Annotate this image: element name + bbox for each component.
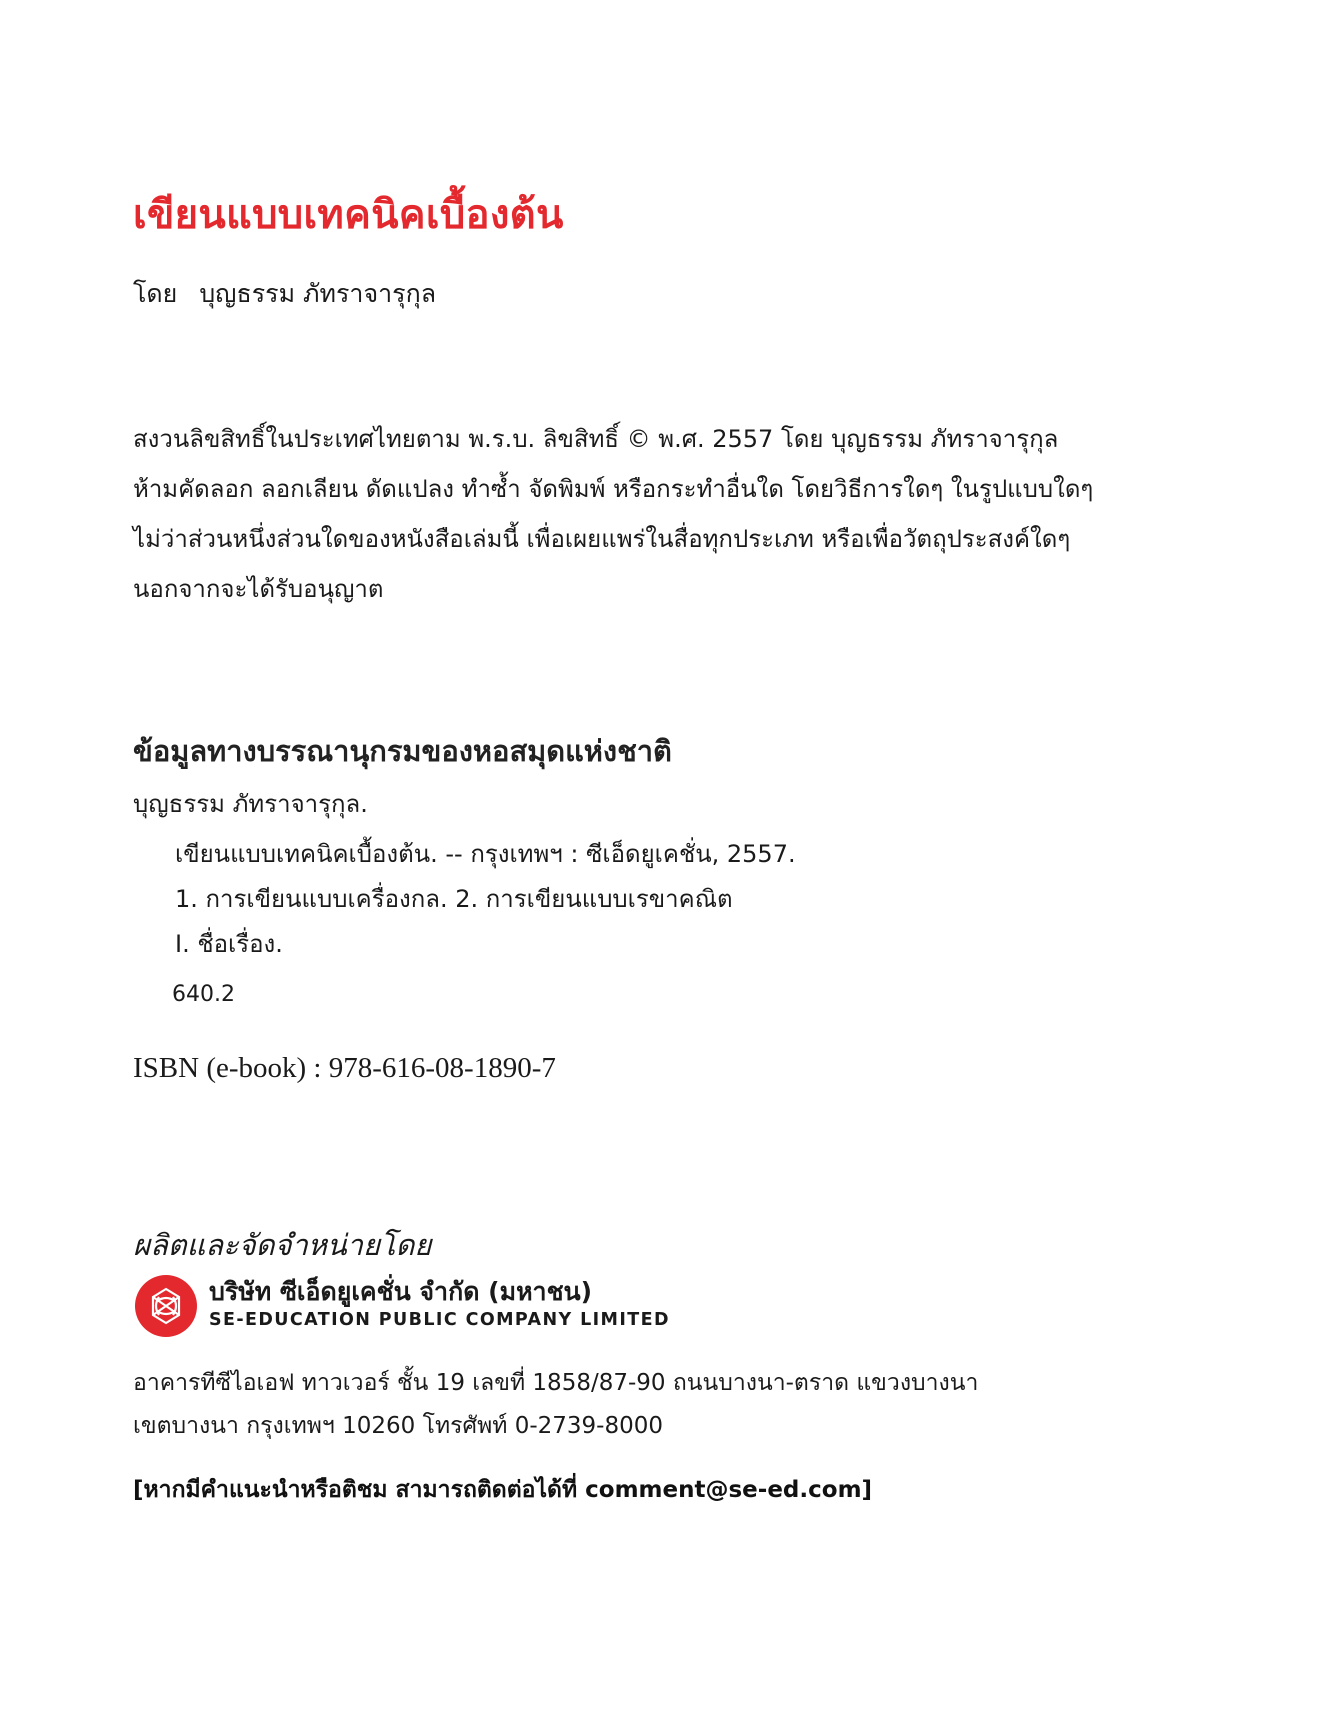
se-ed-logo-icon [135, 1275, 197, 1337]
cip-author: บุญธรรม ภัทราจารุกุล. [133, 790, 368, 818]
cip-heading: ข้อมูลทางบรรณานุกรมของหอสมุดแห่งชาติ [133, 734, 672, 768]
book-title: เขียนแบบเทคนิคเบื้องต้น [133, 192, 564, 238]
publisher-heading: ผลิตและจัดจำหน่ายโดย [133, 1228, 432, 1262]
publisher-address [133, 1362, 978, 1448]
author-prefix: โดย [133, 279, 178, 308]
cip-line: เขียนแบบเทคนิคเบื้องต้น. -- กรุงเทพฯ : ซีเอ็ดยูเคชั่น, 2557. [175, 840, 796, 868]
address-line: อาคารทีซีไอเอฟ ทาวเวอร์ ชั้น 19 เลขที่ 1858/87-90 ถนนบางนา-ตราด แขวงบางนา [133, 1370, 979, 1396]
company-name-english: SE-EDUCATION PUBLIC COMPANY LIMITED [209, 1310, 670, 1330]
author-line [133, 274, 436, 314]
copyright-line: นอกจากจะได้รับอนุญาต [133, 575, 384, 603]
cip-classification: 640.2 [172, 982, 235, 1007]
author-name: บุญธรรม ภัทราจารุกุล [199, 279, 437, 308]
isbn: ISBN (e-book) : 978-616-08-1890-7 [133, 1052, 556, 1084]
cip-entries [175, 832, 796, 967]
address-line: เขตบางนา กรุงเทพฯ 10260 โทรศัพท์ 0-2739-8000 [133, 1413, 664, 1439]
cip-line: 1. การเขียนแบบเครื่องกล. 2. การเขียนแบบเรขาคณิต [175, 885, 733, 913]
contact-note: [หากมีคำแนะนำหรือติชม สามารถติดต่อได้ที่ comment@se-ed.com] [133, 1477, 873, 1503]
copyright-line: ห้ามคัดลอก ลอกเลียน ดัดแปลง ทำซ้ำ จัดพิมพ์ หรือกระทำอื่นใด โดยวิธีการใดๆ ในรูปแบบใดๆ [133, 475, 1094, 503]
copyright-notice [133, 414, 1093, 614]
copyright-line: ไม่ว่าส่วนหนึ่งส่วนใดของหนังสือเล่มนี้ เพื่อเผยแพร่ในสื่อทุกประเภท หรือเพื่อวัตถุประสงค์ใดๆ [133, 525, 1071, 553]
copyright-line: สงวนลิขสิทธิ์ในประเทศไทยตาม พ.ร.บ. ลิขสิทธิ์ © พ.ศ. 2557 โดย บุญธรรม ภัทราจารุกุล [133, 425, 1059, 453]
company-name-thai: บริษัท ซีเอ็ดยูเคชั่น จำกัด (มหาชน) [209, 1277, 593, 1306]
cip-line: I. ชื่อเรื่อง. [175, 930, 283, 958]
